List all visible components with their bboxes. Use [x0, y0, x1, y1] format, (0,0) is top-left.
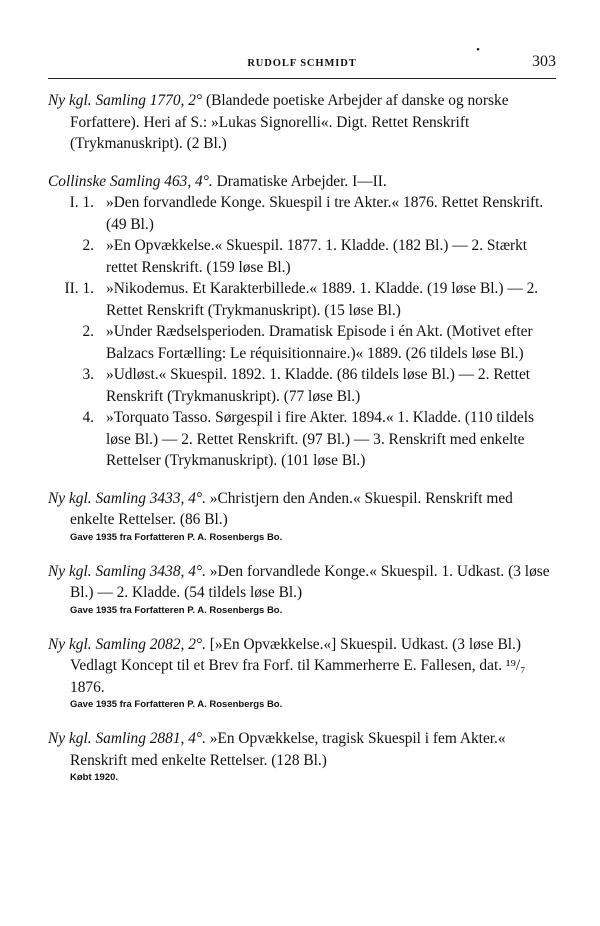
item-number: I. 1.	[69, 194, 94, 211]
catalog-entry	[48, 634, 556, 713]
page-body	[48, 90, 556, 801]
catalog-entry	[48, 171, 556, 472]
shelf-mark: Ny kgl. Samling 3438, 4°.	[48, 562, 206, 580]
shelf-mark: Ny kgl. Samling 1770, 2°	[48, 92, 203, 109]
shelf-mark: Ny kgl. Samling 2082, 2°.	[48, 635, 206, 653]
item-text: »Udløst.« Skuespil. 1892. 1. Kladde. (86 tildels løse Bl.) — 2. Rettet Renskrift (Trykmanuskript). (77 løse Bl.)	[106, 366, 531, 405]
item-text: »Torquato Tasso. Sørgespil i fire Akter. 1894.« 1. Kladde. (110 tildels løse Bl.) — 2. Rettet Renskrift. (97 Bl.) — 3. Renskrift med enkelte Rettelser (Trykmanuskript). (101 løse Bl.)	[106, 409, 535, 469]
provenance-note: Gave 1935 fra Forfatteren P. A. Rosenbergs Bo.	[70, 531, 283, 543]
entry-text: (Blandede poetiske Arbejder af danske og norske Forfattere). Heri af S.: »Lukas Signorelli«. Digt. Rettet Renskrift (Trykmanuskript). (2 Bl.)	[70, 92, 509, 152]
shelf-mark: Ny kgl. Samling 2881, 4°.	[48, 730, 206, 747]
entry-description	[48, 561, 556, 604]
page-number: 303	[532, 53, 556, 70]
list-item	[48, 278, 556, 321]
enclosure-note: Vedlagt Koncept til et Brev fra Forf. til Kammerherre E. Fallesen, dat. ¹⁹/₇ 1876.	[70, 657, 526, 696]
list-item	[48, 407, 556, 472]
entry-text: »Christjern den Anden.« Skuespil. Renskrift med enkelte Rettelser. (86 Bl.)	[70, 489, 513, 528]
list-item	[48, 235, 556, 278]
catalog-entry	[48, 90, 556, 155]
item-number: 2.	[82, 237, 94, 254]
list-item	[48, 192, 556, 235]
entry-text: Dramatiske Arbejder. I—II.	[216, 172, 387, 190]
list-item	[48, 364, 556, 407]
item-text: »Den forvandlede Konge. Skuespil i tre Akter.« 1876. Rettet Renskrift. (49 Bl.)	[106, 194, 544, 233]
entry-text: [»En Opvækkelse.«] Skuespil. Udkast. (3 løse Bl.)	[209, 635, 521, 653]
item-number: 2.	[82, 323, 94, 340]
item-number: II. 1.	[64, 280, 94, 297]
running-title: RUDOLF SCHMIDT	[247, 58, 357, 69]
provenance-note: Gave 1935 fra Forfatteren P. A. Rosenbergs Bo.	[70, 699, 283, 710]
catalog-entry	[48, 488, 556, 545]
item-number: 3.	[82, 366, 94, 383]
shelf-mark: Ny kgl. Samling 3433, 4°.	[48, 489, 206, 507]
provenance-note: Købt 1920.	[70, 772, 119, 783]
list-item	[48, 321, 556, 364]
catalog-entry	[48, 561, 556, 618]
entry-description	[48, 90, 556, 155]
entry-description	[48, 728, 556, 771]
item-number: 4.	[82, 409, 94, 426]
catalog-entry	[48, 728, 556, 785]
entry-text: »En Opvækkelse, tragisk Skuespil i fem Akter.« Renskrift med enkelte Rettelser. (128 Bl.)	[70, 730, 506, 769]
entry-description	[48, 634, 556, 656]
item-text: »Nikodemus. Et Karakterbillede.« 1889. 1. Kladde. (19 løse Bl.) — 2. Rettet Renskrift (Trykmanuskript). (15 løse Bl.)	[106, 280, 539, 319]
entry-description	[48, 488, 556, 531]
entry-description	[48, 171, 556, 193]
item-text: »En Opvækkelse.« Skuespil. 1877. 1. Kladde. (182 Bl.) — 2. Stærkt rettet Renskrift. (159 løse Bl.)	[106, 237, 528, 276]
provenance-note: Gave 1935 fra Forfatteren P. A. Rosenbergs Bo.	[70, 604, 283, 616]
entry-text: »Den forvandlede Konge.« Skuespil. 1. Udkast. (3 løse Bl.) — 2. Kladde. (54 tildels løse Bl.)	[70, 562, 550, 601]
item-text: »Under Rædselsperioden. Dramatisk Episode i én Akt. (Motivet efter Balzacs Fortælling: Le réquisitionnaire.)« 1889. (26 tildels løse Bl.)	[106, 323, 533, 362]
page-header	[48, 44, 556, 79]
shelf-mark: Collinske Samling 463, 4°.	[48, 172, 213, 190]
header-dot: •	[476, 44, 480, 56]
